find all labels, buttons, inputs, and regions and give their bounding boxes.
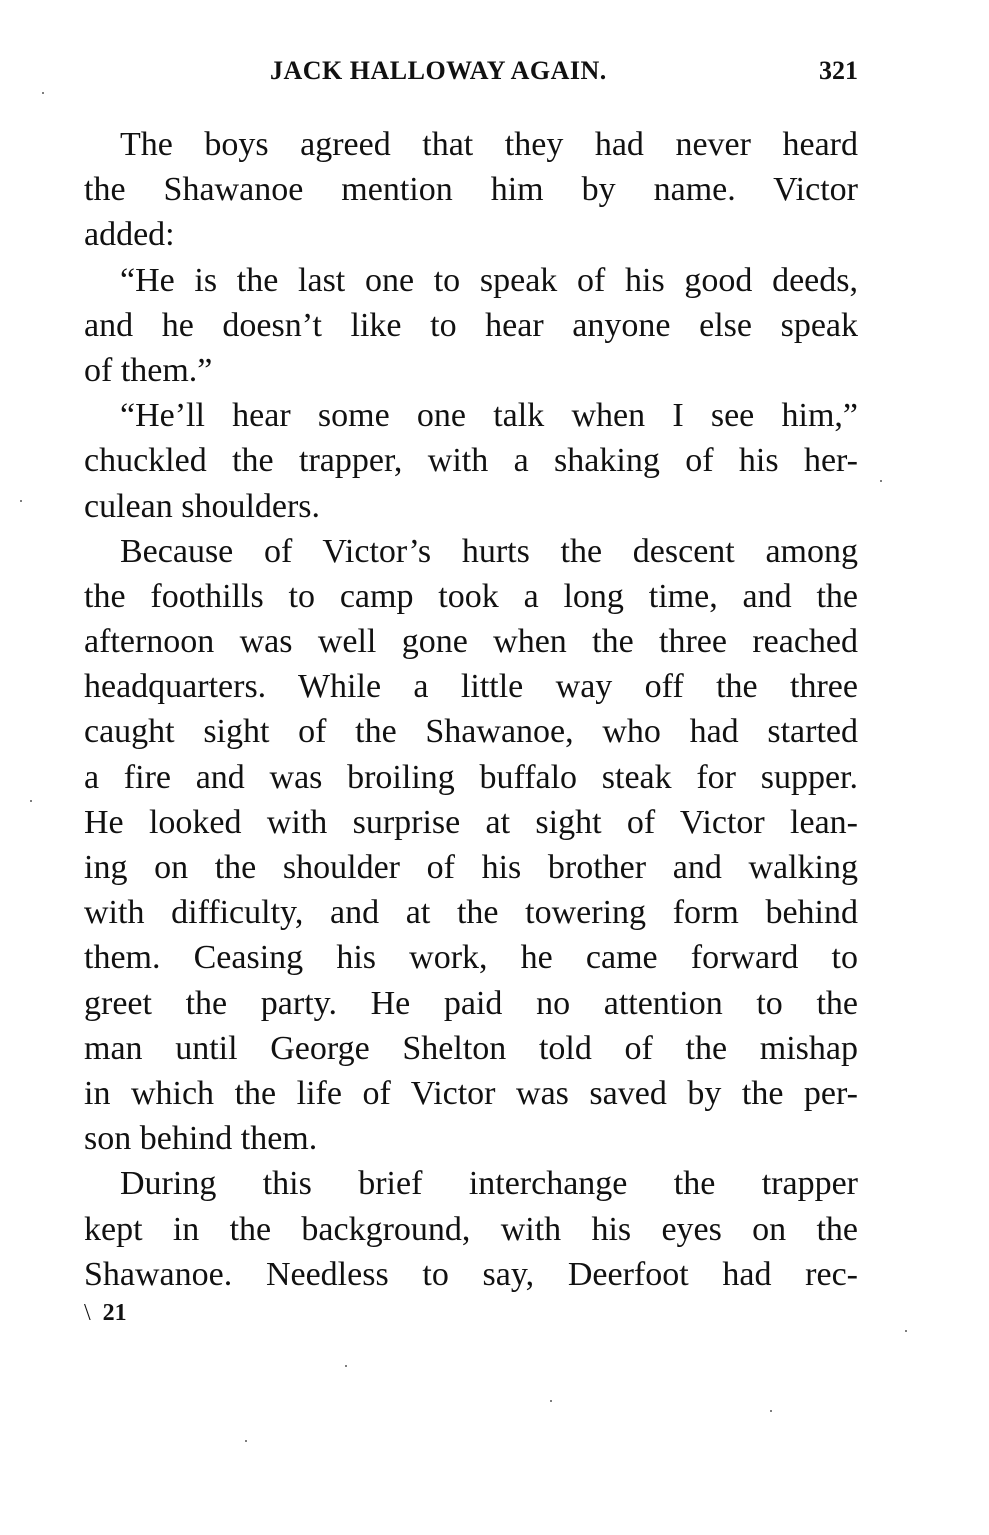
running-title: JACK HALLOWAY AGAIN.: [270, 56, 607, 85]
text-line: added:: [84, 216, 175, 254]
text-line: kept in the background, with his eyes on the: [84, 1210, 858, 1248]
text-line: of them.”: [84, 351, 213, 389]
running-head: [84, 56, 858, 96]
paper-speck: [42, 92, 44, 94]
text-line: a fire and was broiling buffalo steak for supper.: [84, 758, 858, 796]
text-line: with difficulty, and at the towering form behind: [84, 894, 858, 932]
text-line: and he doesn’t like to hear anyone else speak: [84, 306, 858, 344]
text-line: them. Ceasing his work, he came forward to: [84, 939, 858, 977]
text-line: During this brief interchange the trapper: [120, 1165, 858, 1203]
paper-speck: [30, 800, 32, 802]
text-line: son behind them.: [84, 1120, 318, 1158]
signature-mark: [84, 1300, 127, 1327]
text-line: in which the life of Victor was saved by the per-: [84, 1074, 858, 1112]
text-line: chuckled the trapper, with a shaking of his her-: [84, 442, 858, 480]
text-line: “He’ll hear some one talk when I see him,”: [120, 397, 858, 435]
paper-speck: [770, 1410, 772, 1412]
text-line: culean shoulders.: [84, 487, 321, 525]
signature-tick: \: [84, 1300, 91, 1326]
paper-speck: [905, 1330, 907, 1332]
text-line: He looked with surprise at sight of Victor lean-: [84, 803, 858, 841]
text-line: man until George Shelton told of the mishap: [84, 1029, 858, 1067]
text-line: the Shawanoe mention him by name. Victor: [84, 171, 858, 209]
paper-speck: [550, 1400, 552, 1402]
text-line: the foothills to camp took a long time, and the: [84, 577, 858, 615]
text-line: The boys agreed that they had never heard: [120, 126, 858, 163]
paper-speck: [20, 500, 22, 502]
text-line: “He is the last one to speak of his good deeds,: [120, 261, 858, 299]
signature-number: 21: [102, 1300, 127, 1326]
text-line: afternoon was well gone when the three reached: [84, 623, 858, 661]
text-line: greet the party. He paid no attention to the: [84, 984, 858, 1022]
body-text: [84, 122, 858, 1297]
paper-speck: [345, 1365, 347, 1367]
text-line: Because of Victor’s hurts the descent among: [120, 532, 858, 570]
text-line: Shawanoe. Needless to say, Deerfoot had rec-: [84, 1255, 858, 1293]
page-number: 321: [819, 56, 858, 85]
paper-speck: [245, 1440, 247, 1442]
text-line: ing on the shoulder of his brother and walking: [84, 849, 858, 886]
text-line: caught sight of the Shawanoe, who had started: [84, 713, 858, 751]
paper-speck: [880, 480, 882, 482]
text-line: headquarters. While a little way off the three: [84, 668, 858, 706]
